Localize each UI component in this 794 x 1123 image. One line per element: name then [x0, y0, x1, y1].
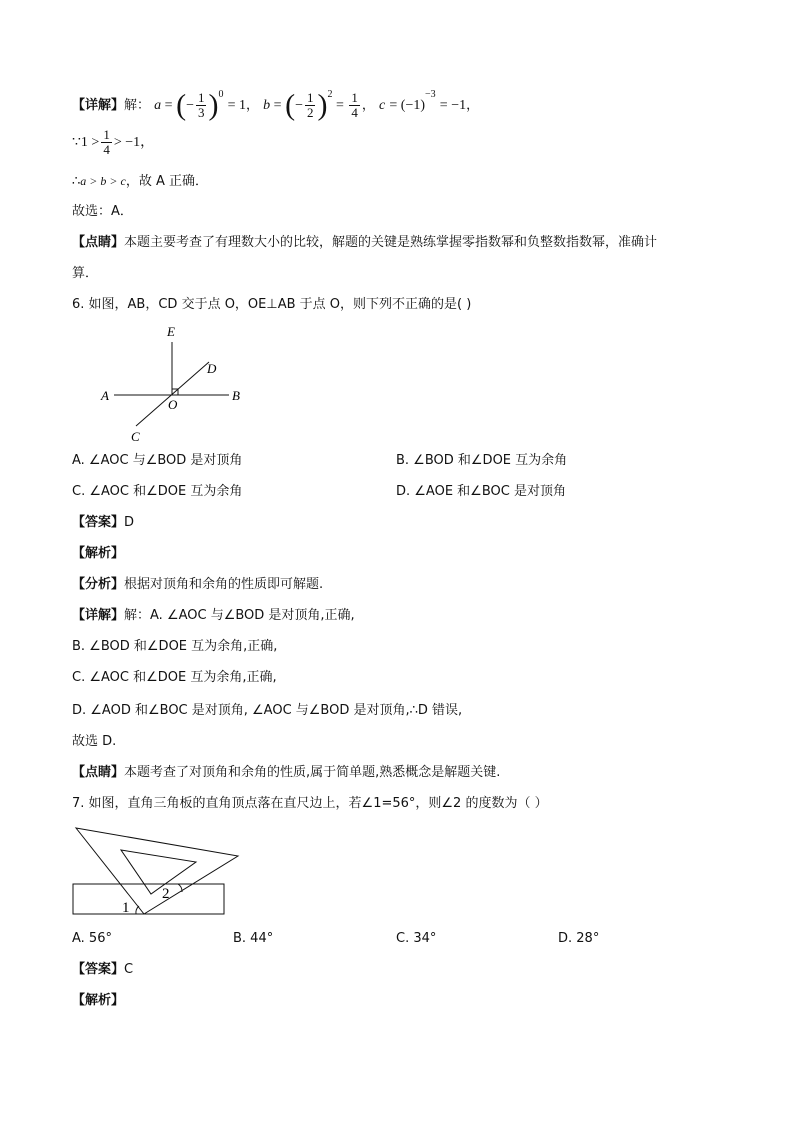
- q5-therefore-sym: ∴: [72, 174, 81, 189]
- q6-fenxi-tag: 【分析】: [72, 577, 125, 592]
- q5-detail-lead: 解：: [124, 98, 151, 113]
- q5-because-line: [72, 126, 154, 160]
- q6-detail-line2: B. ∠BOD 和∠DOE 互为余角,正确,: [72, 639, 278, 654]
- q6-option-c: C. ∠AOC 和∠DOE 互为余角: [72, 484, 243, 499]
- q5-because-post: > −1，: [113, 135, 155, 150]
- q7-option-b: B. 44°: [233, 931, 274, 946]
- q6-detail-line3: C. ∠AOC 和∠DOE 互为余角,正确,: [72, 670, 277, 685]
- q7-label-2: 2: [162, 886, 170, 902]
- q7-stem: 7. 如图，直角三角板的直角顶点落在直尺边上，若∠1=56°，则∠2 的度数为（ ）: [72, 796, 548, 811]
- q6-fenxi: 根据对顶角和余角的性质即可解题.: [124, 577, 324, 592]
- q5-val-c: = −1: [439, 98, 467, 113]
- q7-option-a: A. 56°: [72, 931, 112, 946]
- q6-label-b: B: [232, 388, 240, 403]
- q6-analysis-tag: 【解析】: [72, 546, 125, 561]
- q5-therefore-expr: a > b > c: [80, 174, 126, 188]
- q6-detail-line4: D. ∠AOD 和∠BOC 是对顶角, ∠AOC 与∠BOD 是对顶角,∴D 错误,: [72, 703, 463, 718]
- q5-frac-b-result: $\frac{1}{4}$: [351, 90, 358, 120]
- q5-choice: 故选：A．: [72, 204, 133, 219]
- q6-figure: [96, 318, 256, 446]
- q6-choice: 故选 D.: [72, 734, 117, 749]
- q5-frac-b: $\frac{1}{2}$: [306, 90, 314, 120]
- q7-answer-tag: 【答案】: [72, 962, 125, 977]
- q6-label-a: A: [101, 388, 109, 403]
- q5-exp-a: 0: [218, 89, 224, 100]
- q6-comment: 本题考查了对顶角和余角的性质,属于简单题,熟悉概念是解题关键.: [124, 765, 501, 780]
- q5-detail-line: 【详解】解： a = (− $\frac{1}{3}$ )$^0$ = 1， b = (− $\frac{1}{2}$ )$^2$ = $\frac{1}{4}$ ， $c = (-1)^{-3} = -1$，: [72, 88, 480, 122]
- q5-because-frac: $\frac{1}{4}$: [103, 127, 110, 157]
- q5-comment-tag: 【点睛】: [72, 235, 125, 250]
- q6-comment-tag: 【点睛】: [72, 765, 125, 780]
- q5-exp-c: −3: [425, 89, 436, 100]
- q5-comment-line1: [72, 234, 657, 252]
- q6-detail-line1: [72, 607, 355, 625]
- q5-c-base: = (−1): [389, 98, 426, 113]
- q5-detail-tag: 【详解】: [72, 98, 125, 113]
- q6-detail-tag: 【详解】: [72, 608, 125, 623]
- q6-comment-line: [72, 764, 500, 782]
- q7-figure: [66, 820, 246, 920]
- q7-analysis-tag: 【解析】: [72, 993, 125, 1008]
- q6-stem: 6. 如图，AB，CD 交于点 O，OE⊥AB 于点 O，则下列不正确的是( ): [72, 297, 472, 312]
- q5-val-a: = 1: [227, 98, 247, 113]
- q7-answer-line: [72, 961, 133, 979]
- q7-triangle-outer: [76, 828, 238, 914]
- q7-label-1: 1: [122, 900, 130, 916]
- q6-answer: D: [124, 515, 135, 530]
- q5-var-b: b: [263, 98, 271, 113]
- q6-label-e: E: [167, 324, 175, 339]
- q7-ruler: [73, 884, 224, 914]
- q5-comment-text1: 本题主要考查了有理数大小的比较，解题的关键是熟练掌握零指数幂和负整数指数幂，准确计: [124, 235, 658, 250]
- q6-label-o: O: [168, 397, 178, 412]
- q6-option-b: B. ∠BOD 和∠DOE 互为余角: [396, 453, 568, 468]
- q5-var-a: a: [154, 98, 162, 113]
- q5-because-pre: ∵1 >: [72, 135, 100, 150]
- q5-frac-a: $\frac{1}{3}$: [197, 90, 205, 120]
- q6-detail-1: 解：A. ∠AOC 与∠BOD 是对顶角,正确,: [124, 608, 355, 623]
- q6-option-a: A. ∠AOC 与∠BOD 是对顶角: [72, 453, 243, 468]
- q7-triangle-inner: [121, 850, 196, 894]
- q6-answer-tag: 【答案】: [72, 515, 125, 530]
- q6-label-d: D: [207, 361, 217, 376]
- q7-option-c: C. 34°: [396, 931, 437, 946]
- q7-answer: C: [124, 962, 134, 977]
- q6-answer-line: [72, 514, 134, 532]
- q5-therefore-post: ，故 A 正确．: [125, 174, 208, 189]
- q6-option-d: D. ∠AOE 和∠BOC 是对顶角: [396, 484, 566, 499]
- q6-label-c: C: [131, 429, 140, 444]
- q5-var-c: c: [379, 98, 386, 113]
- q5-exp-b: 2: [327, 89, 333, 100]
- q7-option-d: D. 28°: [558, 931, 600, 946]
- q5-therefore-line: [72, 172, 208, 191]
- q5-comment-line2: 算．: [72, 266, 99, 281]
- q6-fenxi-line: [72, 576, 323, 594]
